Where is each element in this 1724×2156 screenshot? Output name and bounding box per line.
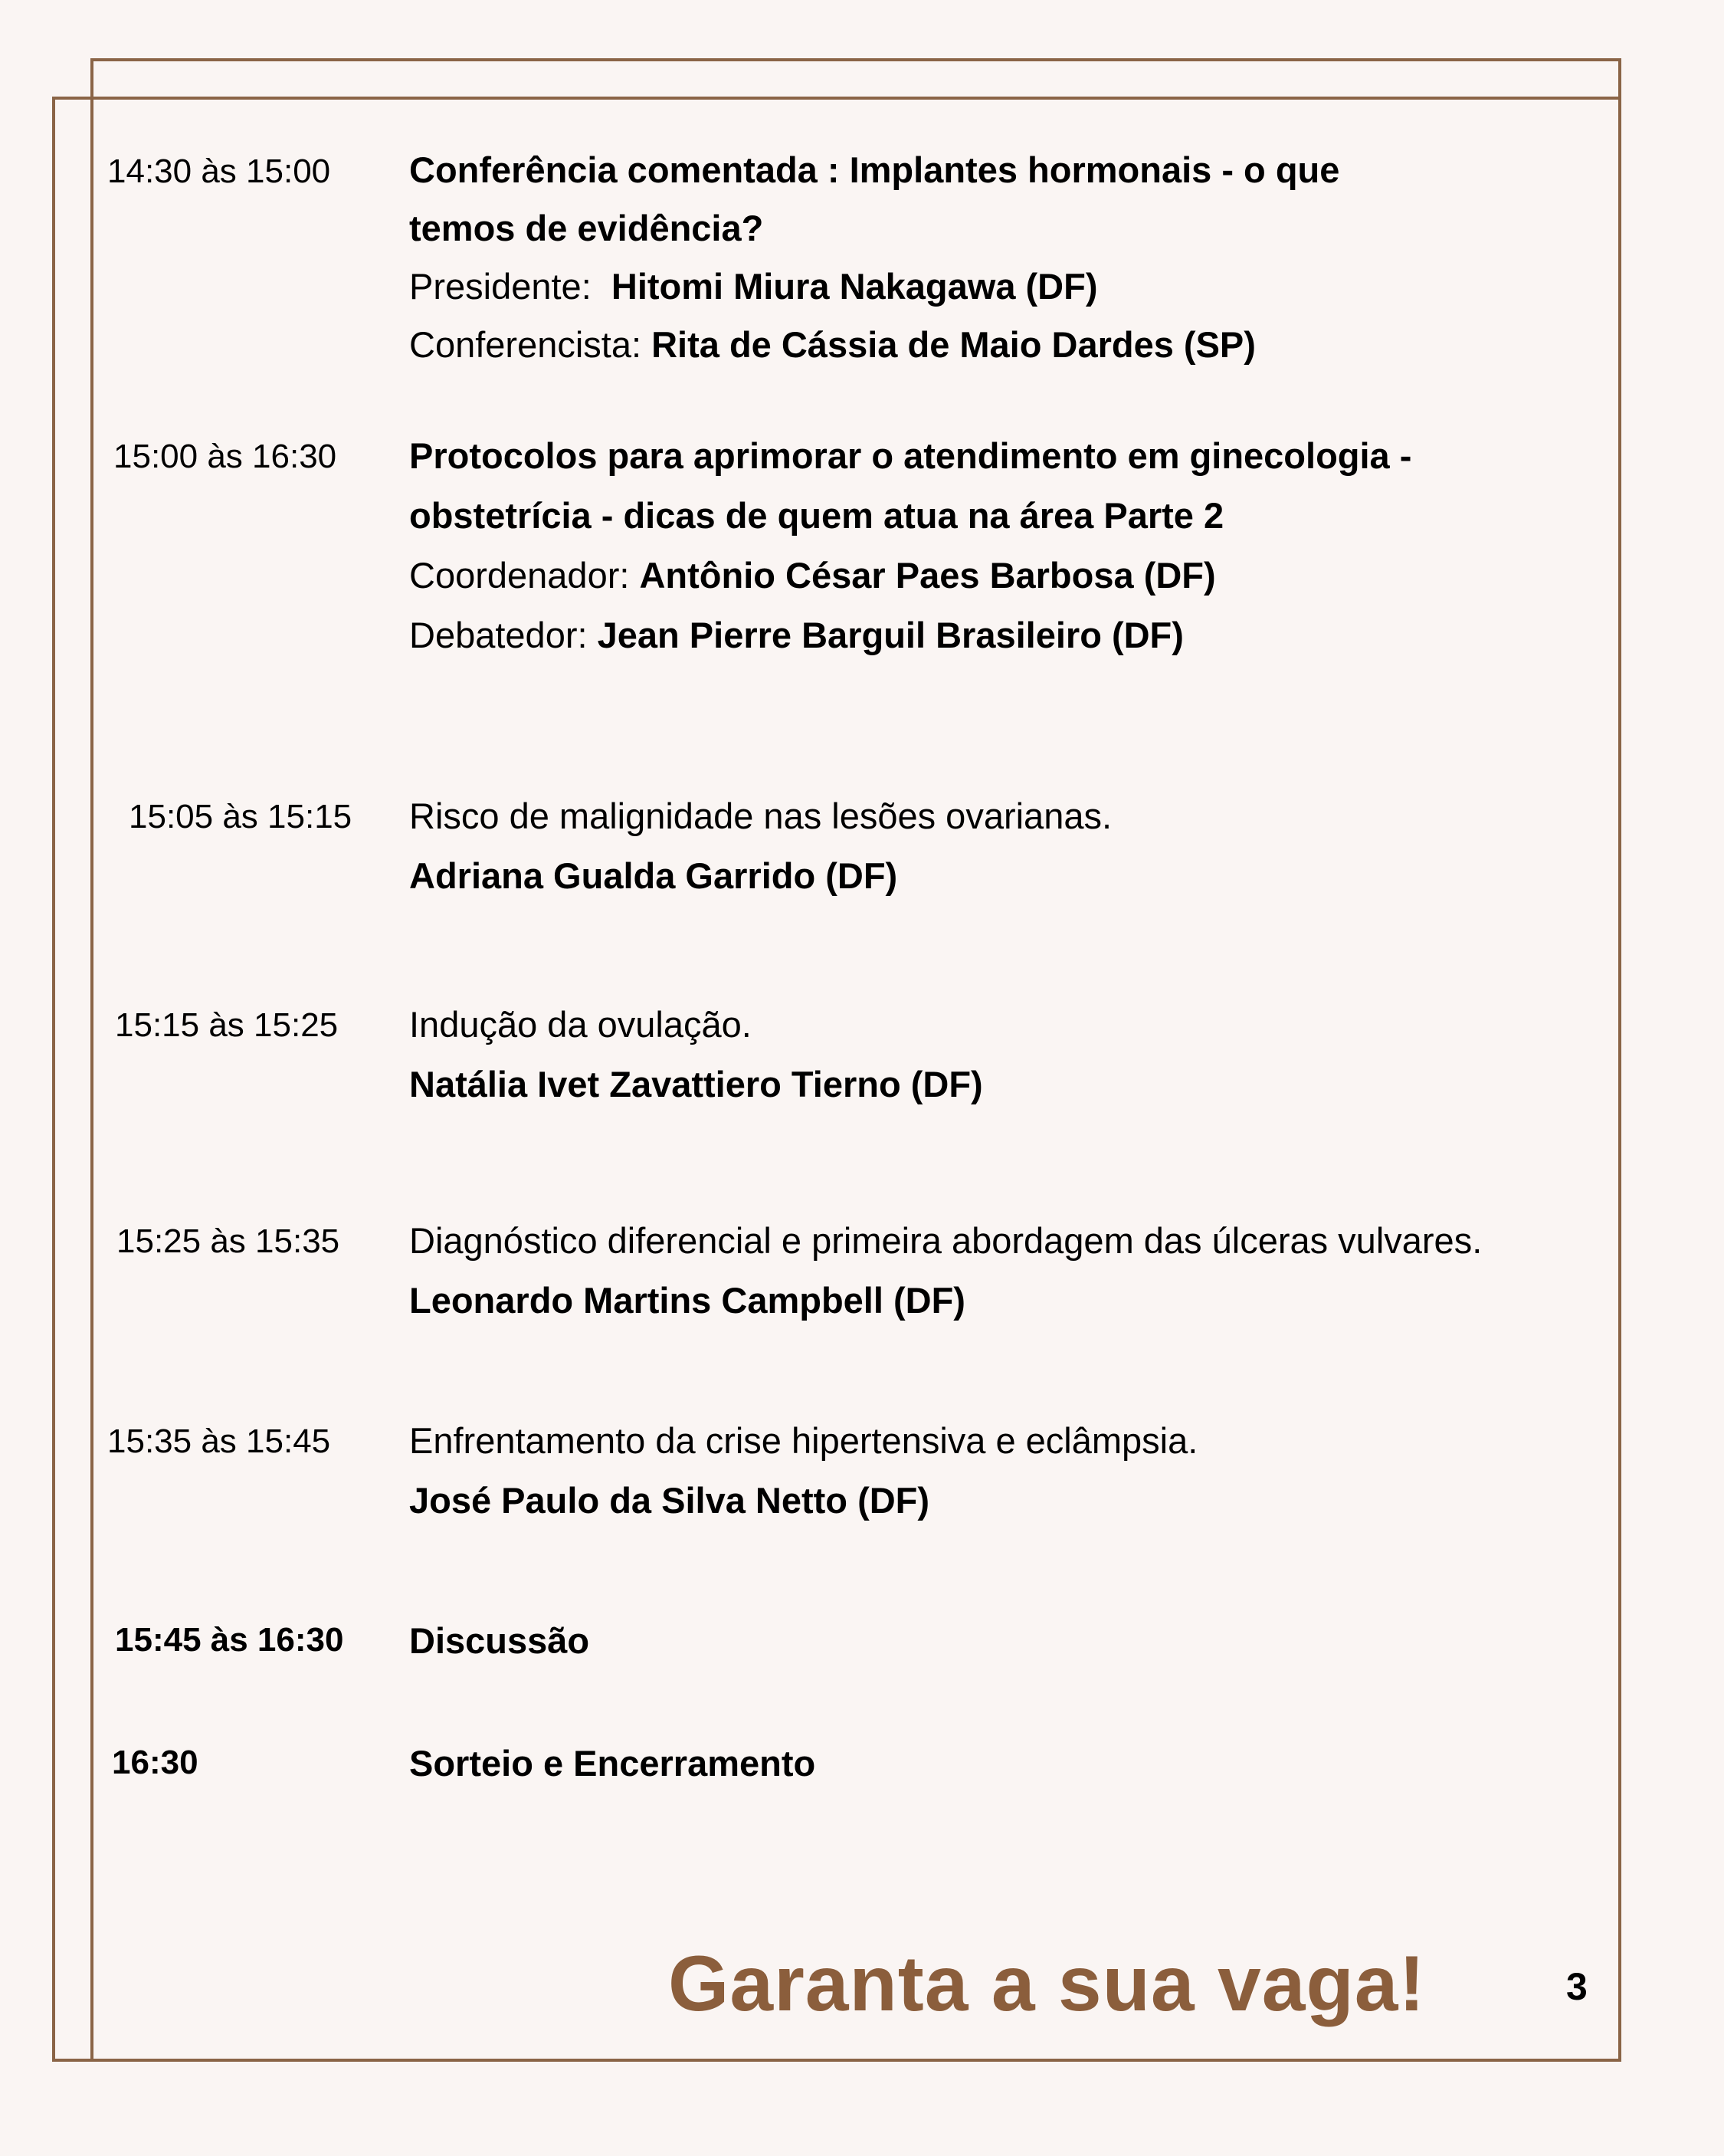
talk-content	[409, 786, 1604, 906]
time-slot: 14:30 às 15:00	[107, 153, 331, 190]
role-label: Conferencista:	[409, 324, 642, 365]
role-label: Presidente:	[409, 266, 592, 307]
talk-topic: Indução da ovulação.	[409, 1004, 752, 1045]
time-slot: 15:15 às 15:25	[115, 1006, 339, 1044]
session-content	[409, 1611, 1604, 1671]
role-label: Coordenador:	[409, 555, 630, 596]
talk-topic: Risco de malignidade nas lesões ovarianas.	[409, 796, 1113, 836]
role-line-debater	[409, 605, 1604, 665]
role-label: Debatedor:	[409, 615, 588, 655]
time-slot: 15:35 às 15:45	[107, 1423, 331, 1460]
time-slot: 15:25 às 15:35	[116, 1222, 340, 1260]
session-title-cont: obstetrícia - dicas de quem atua na área Parte 2	[409, 495, 1224, 536]
person-name: Rita de Cássia de Maio Dardes (SP)	[651, 324, 1256, 365]
talk-topic: Diagnóstico diferencial e primeira abordagem das úlceras vulvares.	[409, 1220, 1483, 1261]
page-number: 3	[1566, 1965, 1588, 2008]
session-title: Protocolos para aprimorar o atendimento em ginecologia -	[409, 435, 1412, 476]
talk-content	[409, 1211, 1604, 1331]
session-content	[409, 426, 1604, 665]
speaker-name: Natália Ivet Zavattiero Tierno (DF)	[409, 1064, 983, 1104]
session-title: Conferência comentada : Implantes hormonais - o que	[409, 149, 1340, 190]
role-line-president	[409, 258, 1604, 316]
role-line-speaker	[409, 316, 1604, 374]
role-line-coordinator	[409, 546, 1604, 605]
speaker-name: Adriana Gualda Garrido (DF)	[409, 855, 898, 896]
time-slot: 15:00 às 16:30	[113, 438, 337, 475]
time-slot: 15:05 às 15:15	[129, 798, 352, 835]
talk-content	[409, 1411, 1604, 1531]
speaker-name: Leonardo Martins Campbell (DF)	[409, 1280, 965, 1321]
person-name: Antônio César Paes Barbosa (DF)	[639, 555, 1216, 596]
talk-content	[409, 995, 1604, 1114]
person-name: Jean Pierre Barguil Brasileiro (DF)	[597, 615, 1184, 655]
speaker-name: José Paulo da Silva Netto (DF)	[409, 1480, 930, 1521]
cta-headline: Garanta a sua vaga!	[668, 1940, 1426, 2027]
session-title-cont: temos de evidência?	[409, 208, 764, 248]
time-slot: 16:30	[112, 1744, 198, 1781]
session-content	[409, 1734, 1604, 1793]
talk-topic: Enfrentamento da crise hipertensiva e eclâmpsia.	[409, 1420, 1198, 1461]
person-name: Hitomi Miura Nakagawa (DF)	[611, 266, 1098, 307]
time-slot: 15:45 às 16:30	[115, 1621, 344, 1659]
session-content	[409, 141, 1604, 374]
session-title: Discussão	[409, 1620, 590, 1661]
session-title: Sorteio e Encerramento	[409, 1743, 816, 1784]
